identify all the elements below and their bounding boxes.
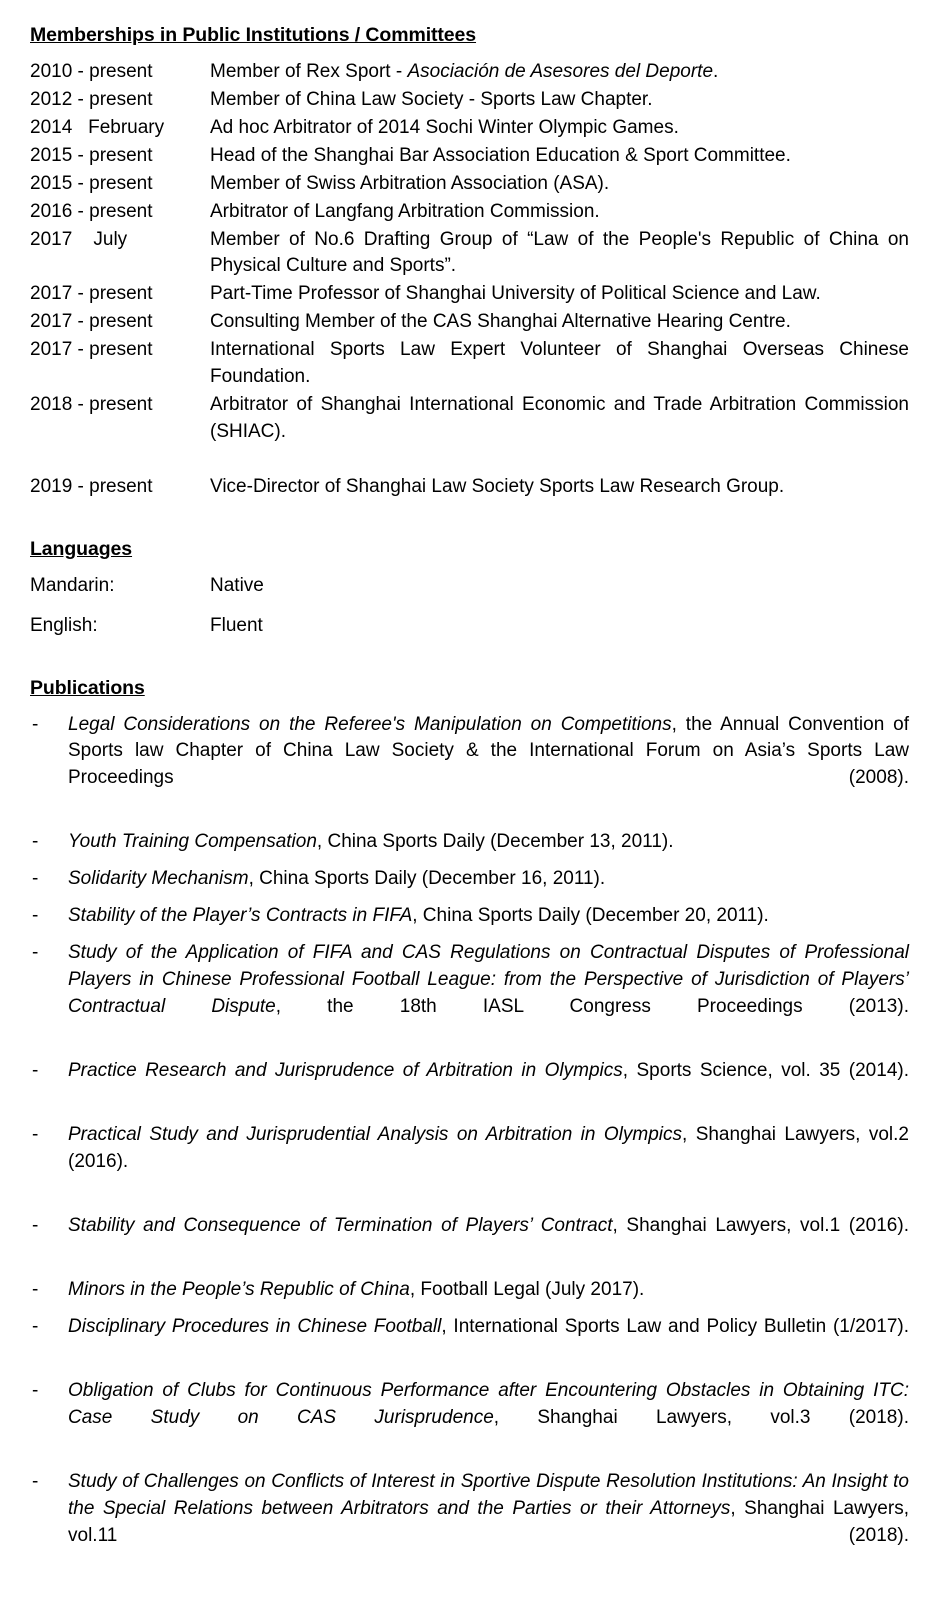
publication-bullet: - <box>32 868 39 890</box>
memberships-section-title: Memberships in Public Institutions / Committees <box>30 24 477 46</box>
publication-bullet: - <box>32 1315 39 1337</box>
membership-row <box>30 281 909 308</box>
language-level: Fluent <box>210 614 263 636</box>
publication-item <box>30 940 909 1048</box>
publication-text <box>68 1469 909 1577</box>
membership-description-italic: Asociación de Asesores del Deporte <box>407 60 714 82</box>
publication-item <box>30 1378 909 1459</box>
publication-text <box>68 1279 644 1300</box>
publication-text <box>68 1058 909 1112</box>
publication-bullet: - <box>32 1060 39 1082</box>
membership-row <box>30 87 909 114</box>
publication-bullet: - <box>32 831 39 853</box>
membership-row <box>30 143 909 170</box>
membership-description-text: Member of Swiss Arbitration Association (ASA). <box>210 172 610 194</box>
languages-list <box>30 573 909 640</box>
publication-title: Solidarity Mechanism <box>68 868 249 890</box>
membership-row <box>30 392 909 473</box>
publication-text <box>68 1378 909 1459</box>
publication-title: Practical Study and Jurisprudential Analysis on Arbitration in Olympics <box>68 1124 682 1146</box>
membership-row <box>30 59 909 86</box>
membership-year: 2014 February <box>30 116 165 138</box>
publication-text <box>68 831 674 852</box>
publication-bullet: - <box>32 1470 39 1492</box>
publication-source: , the Annual Convention of Sports law Chapter of China Law Society & the International Forum on Asia’s Sports Law Proceedings (2008). <box>68 713 910 789</box>
publication-source: , China Sports Daily (December 16, 2011). <box>248 868 606 890</box>
publication-bullet: - <box>32 1124 39 1146</box>
publication-bullet: - <box>32 713 39 735</box>
membership-description <box>210 143 909 170</box>
publication-text <box>68 712 909 820</box>
membership-description-tail: . <box>713 60 719 82</box>
spacer <box>30 653 909 675</box>
membership-row <box>30 309 909 336</box>
membership-description-text: Member of China Law Society - Sports Law Chapter. <box>210 88 653 110</box>
membership-description <box>210 59 909 86</box>
membership-year: 2019 - present <box>30 476 153 498</box>
publication-title: Study of Challenges on Conflicts of Interest in Sportive Dispute Resolution Institutions: An Insight to the Special Relations between Arbitrators and the Parties or their Attorneys <box>68 1470 909 1519</box>
membership-year: 2010 - present <box>30 60 153 82</box>
publications-list <box>30 712 909 1577</box>
publication-item <box>30 1213 909 1267</box>
publication-source: , Football Legal (July 2017). <box>409 1278 645 1300</box>
publication-title: Minors in the People’s Republic of China <box>68 1278 410 1300</box>
publication-bullet: - <box>32 905 39 927</box>
publication-text <box>68 1213 909 1267</box>
publication-source: , International Sports Law and Policy Bulletin (1/2017). <box>441 1315 909 1337</box>
publication-source: , Shanghai Lawyers, vol.2 (2016). <box>68 1124 909 1173</box>
membership-year: 2017 - present <box>30 283 153 305</box>
membership-description-text: Arbitrator of Langfang Arbitration Commission. <box>210 200 600 222</box>
publications-section-title: Publications <box>30 676 145 699</box>
language-level: Native <box>210 574 264 596</box>
publication-source: , Shanghai Lawyers, vol.3 (2018). <box>493 1406 909 1428</box>
publication-bullet: - <box>32 1278 39 1300</box>
publication-title: Practice Research and Jurisprudence of Arbitration in Olympics <box>68 1060 623 1082</box>
membership-description-text: Consulting Member of the CAS Shanghai Alternative Hearing Centre. <box>210 311 791 333</box>
membership-description-text: Part-Time Professor of Shanghai University of Political Science and Law. <box>210 283 821 305</box>
membership-description <box>210 87 909 114</box>
membership-description <box>210 474 909 501</box>
publication-source: , Shanghai Lawyers, vol.11 (2018). <box>68 1497 909 1546</box>
publication-title: Study of the Application of FIFA and CAS Regulations on Contractual Disputes of Professional Players in Chinese Professional Football League: from the Perspective of Jurisdiction of Players’ Contractual Dispute <box>68 942 909 1018</box>
publication-source: , China Sports Daily (December 13, 2011). <box>316 831 674 853</box>
publication-source: , Sports Science, vol. 35 (2014). <box>622 1060 909 1082</box>
membership-row <box>30 115 909 142</box>
membership-year: 2015 - present <box>30 172 153 194</box>
membership-description-text: Head of the Shanghai Bar Association Education & Sport Committee. <box>210 144 791 166</box>
membership-row <box>30 474 909 501</box>
languages-section-title: Languages <box>30 538 133 561</box>
membership-description <box>210 309 909 336</box>
membership-description-text: Vice-Director of Shanghai Law Society Sports Law Research Group. <box>210 476 785 498</box>
membership-description <box>210 115 909 142</box>
publication-title: Legal Considerations on the Referee's Manipulation on Competitions <box>68 713 672 735</box>
membership-year: 2016 - present <box>30 200 153 222</box>
membership-year: 2012 - present <box>30 88 153 110</box>
publication-item <box>30 903 909 930</box>
publication-item <box>30 1122 909 1203</box>
publication-item <box>30 1058 909 1112</box>
membership-description <box>210 199 909 226</box>
publication-bullet: - <box>32 942 39 964</box>
publication-source: , China Sports Daily (December 20, 2011). <box>412 905 769 927</box>
language-label: English: <box>30 614 98 636</box>
publication-item <box>30 829 909 856</box>
language-row <box>30 613 909 640</box>
publication-text <box>68 1314 909 1368</box>
spacer <box>30 502 909 536</box>
publication-item <box>30 1277 909 1304</box>
membership-description <box>210 392 909 473</box>
membership-year: 2017 - present <box>30 311 153 333</box>
publication-title: Youth Training Compensation <box>68 831 317 853</box>
publication-item <box>30 1469 909 1577</box>
publication-bullet: - <box>32 1215 39 1236</box>
membership-row <box>30 227 909 281</box>
publication-source: , the 18th IASL Congress Proceedings (2013). <box>275 996 909 1018</box>
membership-row <box>30 171 909 198</box>
publication-title: Stability of the Player’s Contracts in FIFA <box>68 905 413 927</box>
membership-year: 2017 - present <box>30 339 153 361</box>
publication-item <box>30 866 909 893</box>
membership-row <box>30 199 909 226</box>
publication-item <box>30 1314 909 1368</box>
membership-description <box>210 171 909 198</box>
membership-year: 2017 July <box>30 228 128 250</box>
publication-item <box>30 712 909 820</box>
publication-text <box>68 1122 909 1203</box>
publication-title: Disciplinary Procedures in Chinese Football <box>68 1315 442 1337</box>
membership-description <box>210 281 909 308</box>
membership-description-text: Ad hoc Arbitrator of 2014 Sochi Winter Olympic Games. <box>210 116 679 138</box>
membership-description-text: Arbitrator of Shanghai International Economic and Trade Arbitration Commission (SHIAC). <box>210 394 909 443</box>
membership-description <box>210 227 909 281</box>
publication-title: Stability and Consequence of Termination of Players’ Contract <box>68 1215 613 1236</box>
membership-description-text: Member of No.6 Drafting Group of “Law of the People's Republic of China on Physical Culture and Sports”. <box>210 228 909 277</box>
language-row <box>30 573 909 600</box>
memberships-list <box>30 59 909 502</box>
membership-row <box>30 337 909 391</box>
membership-description-text: International Sports Law Expert Volunteer of Shanghai Overseas Chinese Foundation. <box>210 339 909 388</box>
publication-bullet: - <box>32 1379 39 1401</box>
membership-year: 2018 - present <box>30 394 153 416</box>
publication-source: , Shanghai Lawyers, vol.1 (2016). <box>612 1215 909 1236</box>
publication-title: Obligation of Clubs for Continuous Performance after Encountering Obstacles in Obtaining ITC: Case Study on CAS Jurisprudence <box>68 1379 909 1428</box>
membership-year: 2015 - present <box>30 144 153 166</box>
publication-text <box>68 905 769 926</box>
publication-text <box>68 940 909 1048</box>
membership-description-text: Member of Rex Sport - <box>210 60 408 82</box>
membership-description <box>210 337 909 391</box>
language-label: Mandarin: <box>30 574 115 596</box>
publication-text <box>68 868 605 889</box>
